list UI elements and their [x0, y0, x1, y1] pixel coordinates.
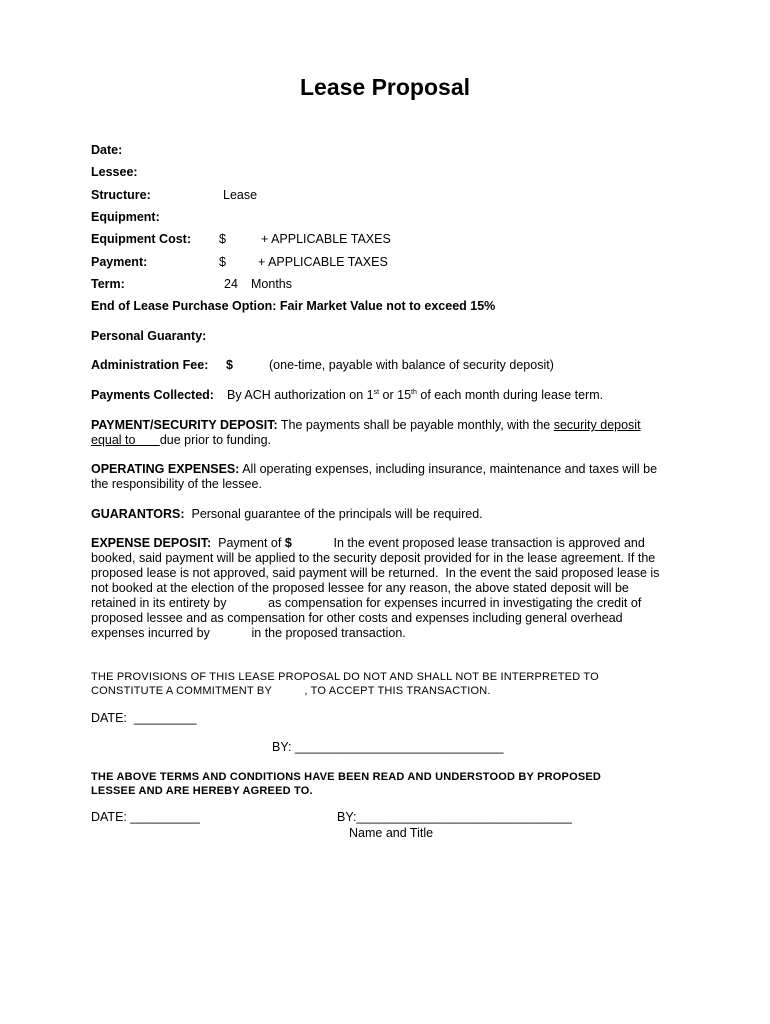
payments-collected-pre: By ACH authorization on 1	[227, 388, 374, 402]
payments-collected-mid: or 15	[379, 388, 412, 402]
security-deposit-label: PAYMENT/SECURITY DEPOSIT:	[91, 418, 278, 432]
security-deposit-text-a: The payments shall be payable monthly, with the	[277, 418, 554, 432]
provisions-date-line: DATE: _________	[91, 711, 197, 725]
payment-currency: $	[219, 255, 226, 269]
payment-label: Payment:	[91, 255, 148, 269]
payments-collected-text	[227, 388, 603, 402]
security-deposit-paragraph	[91, 418, 671, 448]
personal-guaranty-label: Personal Guaranty:	[91, 329, 207, 343]
expense-deposit-text-b: In the event proposed lease transaction is approved and booked, said payment will be applied to the security deposit provided for in the lease agreement. If the proposed lease is not approved, said payment will be returned. In the event the said proposed lease is not booked at the election of the proposed lessee for any reason, the above stated deposit will be retained in its entirety by as compensation for expenses incurred in investigating the credit of proposed lessee and as compensation for other costs and expenses including general overhead expenses incurred by in the proposed transaction.	[91, 536, 663, 640]
acceptance-line-1: THE ABOVE TERMS AND CONDITIONS HAVE BEEN READ AND UNDERSTOOD BY PROPOSED	[91, 771, 602, 783]
admin-fee-label: Administration Fee:	[91, 358, 209, 372]
date-label: Date:	[91, 143, 123, 157]
structure-value: Lease	[223, 188, 258, 202]
payments-collected-label: Payments Collected:	[91, 388, 214, 402]
admin-fee-currency: $	[226, 358, 233, 372]
provisions-line-2: CONSTITUTE A COMMITMENT BY , TO ACCEPT THIS TRANSACTION.	[91, 685, 491, 697]
equipment-label: Equipment:	[91, 210, 160, 224]
operating-expenses-paragraph	[91, 462, 671, 492]
guarantors-text: Personal guarantee of the principals will be required.	[184, 507, 483, 521]
end-of-lease-option: End of Lease Purchase Option: Fair Market Value not to exceed 15%	[91, 299, 496, 313]
equipment-cost-taxes: + APPLICABLE TAXES	[261, 232, 391, 246]
term-unit: Months	[251, 277, 292, 291]
payment-taxes: + APPLICABLE TAXES	[258, 255, 388, 269]
guarantors-label: GUARANTORS:	[91, 507, 185, 521]
provisions-line-1: THE PROVISIONS OF THIS LEASE PROPOSAL DO NOT AND SHALL NOT BE INTERPRETED TO	[91, 671, 599, 683]
operating-expenses-text: All operating expenses, including insurance, maintenance and taxes will be the responsibility of the lessee.	[91, 462, 658, 491]
structure-label: Structure:	[91, 188, 151, 202]
lessee-label: Lessee:	[91, 165, 138, 179]
term-label: Term:	[91, 277, 125, 291]
expense-deposit-label: EXPENSE DEPOSIT:	[91, 536, 212, 550]
expense-deposit-paragraph	[91, 536, 666, 641]
admin-fee-note: (one-time, payable with balance of security deposit)	[269, 358, 554, 372]
acceptance-by-line: BY:_______________________________	[337, 810, 572, 824]
acceptance-date-line: DATE: __________	[91, 810, 200, 824]
superscript-th: th	[411, 388, 417, 396]
equipment-cost-label: Equipment Cost:	[91, 232, 191, 246]
page-title: Lease Proposal	[299, 74, 471, 100]
provisions-by-line: BY: ______________________________	[272, 740, 504, 754]
term-value: 24	[224, 277, 238, 291]
security-deposit-underlined: security deposit equal to	[91, 418, 641, 447]
acceptance-line-2: LESSEE AND ARE HEREBY AGREED TO.	[91, 785, 313, 797]
payments-collected-post: of each month during lease term.	[416, 388, 604, 402]
superscript-st: st	[373, 388, 380, 396]
security-deposit-text-b: due prior to funding.	[159, 433, 272, 447]
expense-deposit-currency: $	[284, 536, 292, 550]
security-deposit-blank	[139, 433, 160, 447]
equipment-cost-currency: $	[219, 232, 226, 246]
expense-deposit-text-a: Payment of	[211, 536, 285, 550]
operating-expenses-label: OPERATING EXPENSES:	[91, 462, 240, 476]
guarantors-paragraph	[91, 507, 671, 522]
name-and-title-label: Name and Title	[349, 826, 434, 840]
